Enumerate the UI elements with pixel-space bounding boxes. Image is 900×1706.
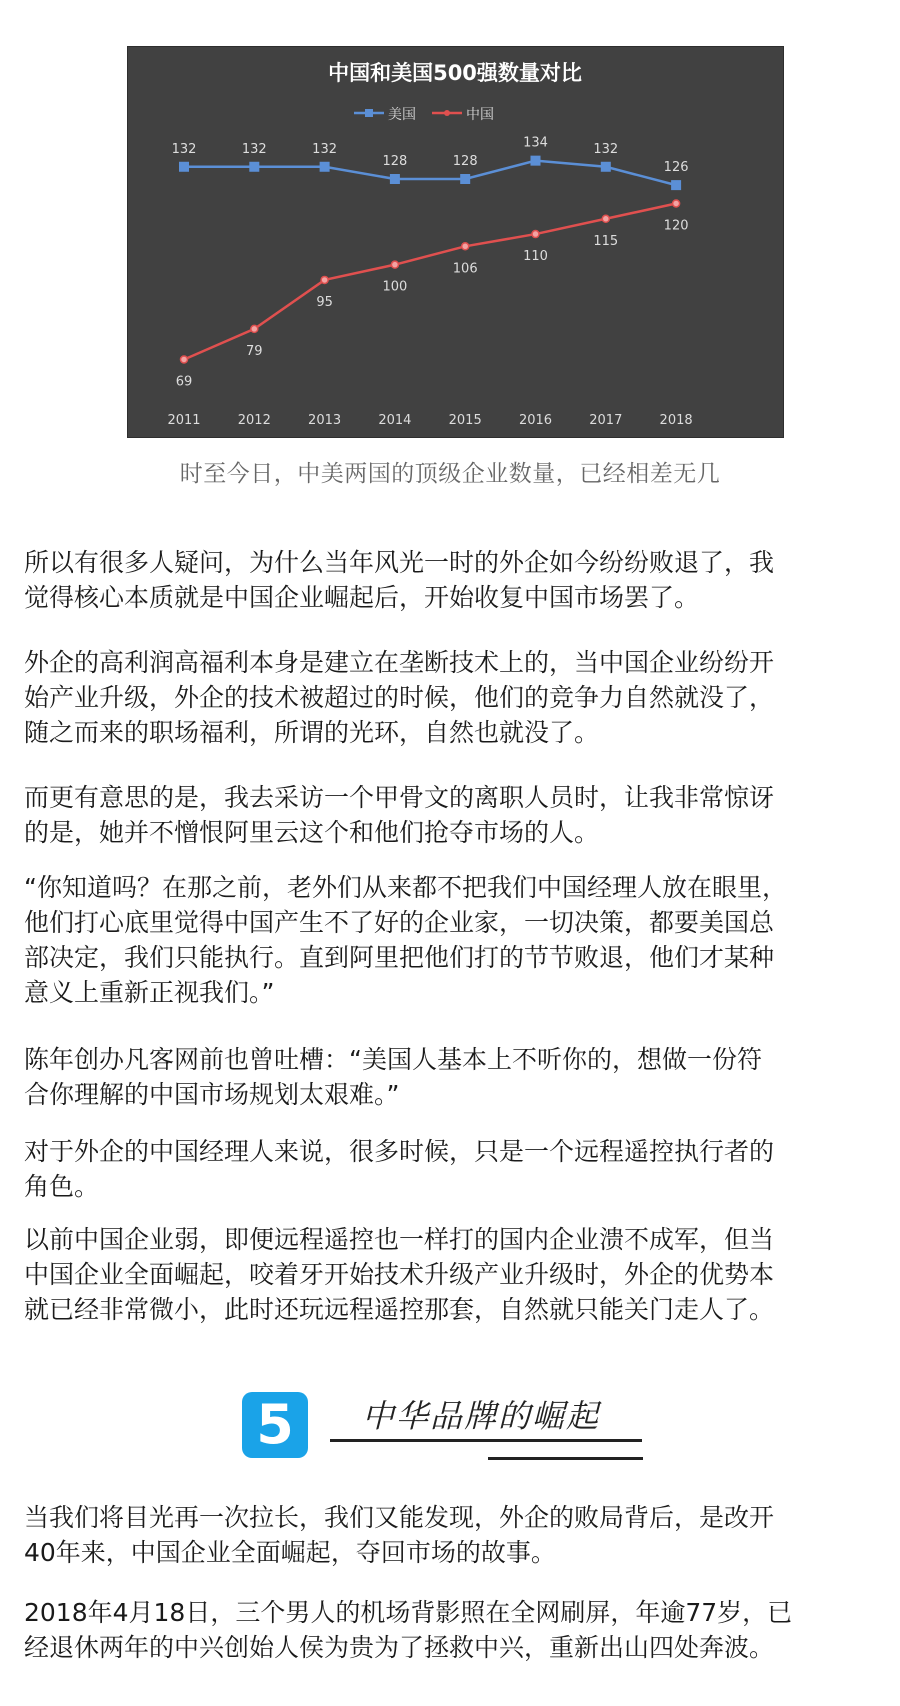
data-point	[391, 261, 398, 268]
paragraph-6	[24, 1134, 884, 1204]
chart-caption: 时至今日，中美两国的顶级企业数量，已经相差无几	[179, 461, 721, 487]
line-chart	[128, 47, 783, 437]
legend-label: 中国	[466, 107, 494, 123]
paragraph-8	[24, 1500, 884, 1570]
data-point	[320, 162, 330, 172]
paragraph-line: 外企的高利润高福利本身是建立在垄断技术上的，当中国企业纷纷开	[24, 648, 775, 677]
paragraph-1	[24, 545, 884, 615]
data-label: 132	[241, 141, 267, 157]
data-label: 132	[171, 141, 197, 157]
legend-marker	[365, 109, 373, 117]
data-label: 134	[523, 135, 548, 151]
chart-x-axis	[167, 413, 692, 428]
x-tick-label: 2017	[589, 413, 623, 428]
paragraph-line: “你知道吗？在那之前，老外们从来都不把我们中国经理人放在眼里，	[24, 873, 787, 902]
paragraph-line: 陈年创办凡客网前也曾吐槽：“美国人基本上不听你的，想做一份符	[24, 1045, 762, 1074]
legend-item-0	[354, 107, 416, 123]
paragraph-line: 40年来，中国企业全面崛起，夺回市场的故事。	[24, 1538, 556, 1567]
data-label: 128	[382, 154, 408, 169]
legend-item-1	[432, 106, 494, 123]
data-label: 110	[523, 249, 548, 265]
data-point	[602, 215, 609, 222]
legend-label: 美国	[388, 107, 416, 123]
paragraph-2	[24, 645, 884, 750]
paragraph-line: 以前中国企业弱，即便远程遥控也一样打的国内企业溃不成军，但当	[24, 1225, 775, 1254]
data-point	[531, 156, 541, 166]
paragraph-line: 所以有很多人疑问，为什么当年风光一时的外企如今纷纷败退了，我	[24, 548, 775, 577]
paragraph-line: 经退休两年的中兴创始人侯为贵为了拯救中兴，重新出山四处奔波。	[24, 1633, 775, 1662]
paragraph-line: 而更有意思的是，我去采访一个甲骨文的离职人员时，让我非常惊讶	[24, 783, 775, 812]
paragraph-line: 随之而来的职场福利，所谓的光环，自然也就没了。	[24, 718, 600, 747]
data-point	[251, 325, 258, 332]
section-title: 中华品牌的崛起	[362, 1397, 601, 1435]
paragraph-line: 对于外企的中国经理人来说，很多时候，只是一个远程遥控执行者的	[24, 1137, 775, 1166]
data-point	[390, 174, 400, 184]
data-point	[460, 174, 470, 184]
paragraph-4	[24, 870, 884, 1010]
chart-series-layer	[172, 136, 689, 390]
data-label: 128	[452, 154, 478, 169]
section-number-badge: 5	[242, 1392, 308, 1458]
data-label: 106	[452, 261, 478, 277]
paragraph-line: 部决定，我们只能执行。直到阿里把他们打的节节败退，他们才某种	[24, 943, 775, 972]
data-label: 69	[175, 374, 193, 390]
data-point	[321, 276, 328, 283]
chart-title: 中国和美国500强数量对比	[328, 61, 582, 85]
x-tick-label: 2011	[167, 413, 201, 428]
x-tick-label: 2014	[378, 413, 412, 428]
section-title-underline	[330, 1439, 642, 1442]
chart-legend	[354, 106, 494, 123]
paragraph-3	[24, 780, 884, 850]
data-point	[601, 162, 611, 172]
data-label: 120	[663, 218, 689, 234]
data-point	[181, 356, 188, 363]
paragraph-line: 角色。	[24, 1172, 100, 1201]
section-header	[0, 1385, 900, 1475]
paragraph-5	[24, 1042, 884, 1112]
x-tick-label: 2012	[237, 413, 271, 428]
paragraph-line: 始产业升级，外企的技术被超过的时候，他们的竞争力自然就没了，	[24, 683, 775, 712]
legend-marker	[444, 110, 450, 116]
paragraph-7	[24, 1222, 884, 1327]
data-point	[671, 180, 681, 190]
paragraph-line: 觉得核心本质就是中国企业崛起后，开始收复中国市场罢了。	[24, 583, 700, 612]
data-label: 79	[246, 343, 263, 359]
data-point	[179, 162, 189, 172]
paragraph-line: 意义上重新正视我们。”	[24, 978, 275, 1007]
data-label: 132	[312, 141, 338, 157]
paragraph-line: 他们打心底里觉得中国产生不了好的企业家，一切决策，都要美国总	[24, 908, 775, 937]
paragraph-line: 就已经非常微小，此时还玩远程遥控那套，自然就只能关门走人了。	[24, 1295, 775, 1324]
data-point	[462, 243, 469, 250]
data-point	[249, 162, 259, 172]
data-label: 100	[382, 279, 408, 295]
x-tick-label: 2013	[308, 413, 342, 428]
data-label: 126	[663, 160, 689, 176]
data-label: 95	[316, 294, 333, 310]
data-point	[673, 200, 680, 207]
series-1	[176, 200, 689, 390]
x-tick-label: 2015	[448, 413, 482, 428]
section-title-underline-short	[488, 1457, 643, 1460]
paragraph-line: 中国企业全面崛起，咬着牙开始技术升级产业升级时，外企的优势本	[24, 1260, 775, 1289]
paragraph-line: 当我们将目光再一次拉长，我们又能发现，外企的败局背后，是改开	[24, 1503, 775, 1532]
series-0	[172, 136, 689, 190]
paragraph-9	[24, 1595, 884, 1665]
data-label: 115	[593, 233, 619, 249]
paragraph-line: 2018年4月18日，三个男人的机场背影照在全网刷屏，年逾77岁，已	[24, 1598, 793, 1627]
x-tick-label: 2016	[518, 413, 553, 428]
chart-container	[127, 46, 784, 438]
paragraph-line: 合你理解的中国市场规划太艰难。”	[24, 1080, 400, 1109]
data-point	[532, 231, 539, 238]
series-line	[184, 203, 676, 359]
data-label: 132	[593, 141, 619, 157]
paragraph-line: 的是，她并不憎恨阿里云这个和他们抢夺市场的人。	[24, 818, 600, 847]
x-tick-label: 2018	[659, 413, 693, 428]
